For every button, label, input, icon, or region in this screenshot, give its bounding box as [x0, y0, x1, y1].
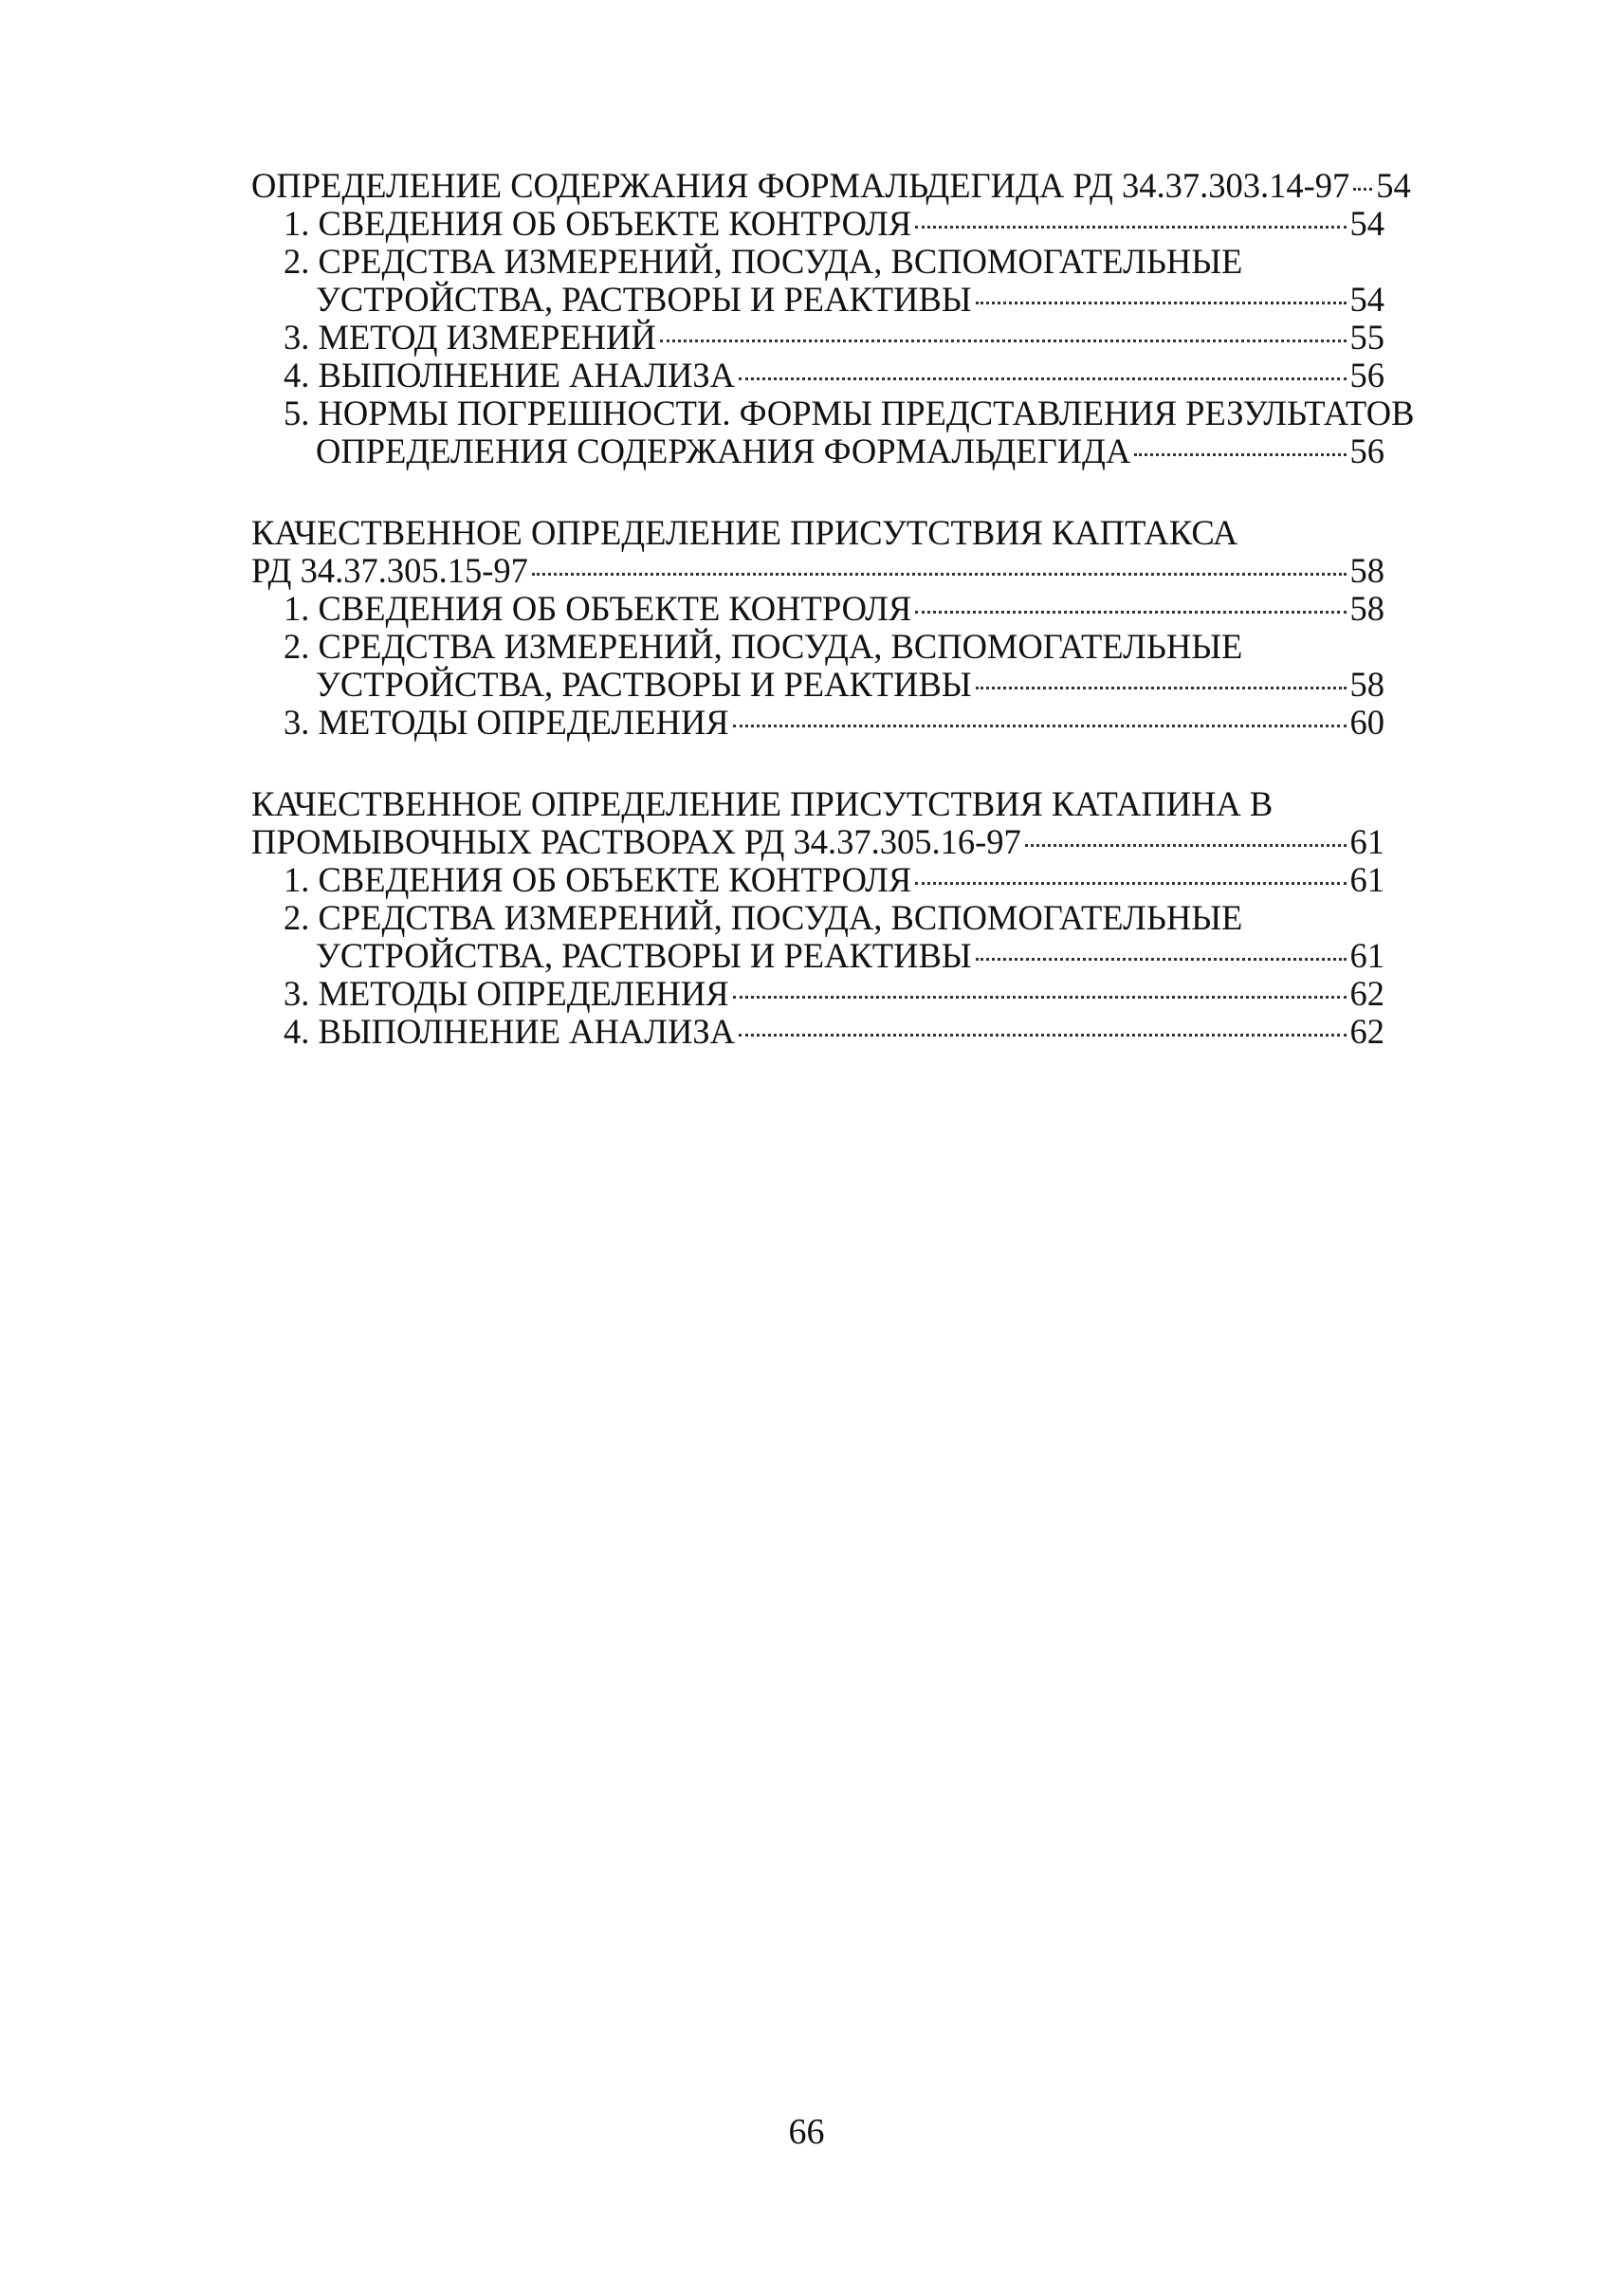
toc-entry-page: 54	[1349, 204, 1384, 243]
toc-section-formaldehyde	[251, 166, 1415, 470]
toc-entry-page: 54	[1376, 166, 1411, 205]
toc-entry-page: 61	[1349, 860, 1384, 899]
toc-entry-title: УСТРОЙСТВА, РАСТВОРЫ И РЕАКТИВЫ	[316, 280, 972, 319]
toc-entry-title: ПРОМЫВОЧНЫХ РАСТВОРАХ РД 34.37.305.16-97	[251, 822, 1021, 861]
toc-heading-continuation	[251, 552, 1384, 590]
toc-entry-title: КАЧЕСТВЕННОЕ ОПРЕДЕЛЕНИЕ ПРИСУТСТВИЯ КАТАПИНА В	[251, 784, 1274, 823]
toc-entry-title: 3. МЕТОДЫ ОПРЕДЕЛЕНИЯ	[284, 974, 729, 1013]
toc-entry-title: РД 34.37.305.15-97	[251, 551, 528, 590]
toc-entry-page: 58	[1349, 665, 1384, 704]
toc-entry-title: 2. СРЕДСТВА ИЗМЕРЕНИЙ, ПОСУДА, ВСПОМОГАТЕЛЬНЫЕ	[284, 898, 1243, 937]
toc-entry-continuation	[251, 666, 1384, 704]
toc-entry	[251, 205, 1384, 243]
toc-heading-continuation	[251, 823, 1384, 861]
toc-entry-page: 61	[1349, 822, 1384, 861]
toc-entry-page: 62	[1349, 974, 1384, 1013]
toc-entry	[251, 319, 1384, 357]
toc-entry-title: КАЧЕСТВЕННОЕ ОПРЕДЕЛЕНИЕ ПРИСУТСТВИЯ КАПТАКСА	[251, 513, 1238, 552]
toc-entry-title: 4. ВЫПОЛНЕНИЕ АНАЛИЗА	[284, 1012, 735, 1051]
toc-entry-page: 54	[1349, 280, 1384, 319]
toc-entry-page: 61	[1349, 936, 1384, 975]
toc-section-catapin	[251, 785, 1384, 1051]
page-number: 66	[788, 2112, 825, 2152]
dot-leader	[915, 226, 1346, 229]
toc-entry	[251, 357, 1384, 395]
toc-entry	[251, 394, 1415, 432]
toc-entry	[251, 861, 1384, 899]
toc-entry	[251, 899, 1384, 937]
toc-entry-title: 1. СВЕДЕНИЯ ОБ ОБЪЕКТЕ КОНТРОЛЯ	[284, 204, 912, 243]
toc-entry-title: 2. СРЕДСТВА ИЗМЕРЕНИЙ, ПОСУДА, ВСПОМОГАТЕЛЬНЫЕ	[284, 627, 1243, 666]
table-of-contents	[251, 166, 1415, 1094]
toc-entry-page: 58	[1349, 589, 1384, 628]
dot-leader	[976, 687, 1347, 689]
toc-section-captax	[251, 514, 1384, 742]
toc-entry	[251, 628, 1384, 666]
toc-entry	[251, 590, 1384, 628]
toc-entry	[251, 704, 1384, 742]
dot-leader	[976, 302, 1347, 304]
toc-entry-title: ОПРЕДЕЛЕНИЯ СОДЕРЖАНИЯ ФОРМАЛЬДЕГИДА	[316, 432, 1131, 470]
dot-leader	[733, 996, 1347, 999]
toc-entry-continuation	[251, 937, 1384, 975]
toc-entry-title: 5. НОРМЫ ПОГРЕШНОСТИ. ФОРМЫ ПРЕДСТАВЛЕНИЯ РЕЗУЛЬТАТОВ	[284, 394, 1415, 432]
toc-entry-page: 55	[1349, 318, 1384, 357]
toc-entry-title: 4. ВЫПОЛНЕНИЕ АНАЛИЗА	[284, 356, 735, 395]
toc-entry-title: УСТРОЙСТВА, РАСТВОРЫ И РЕАКТИВЫ	[316, 665, 972, 704]
toc-entry-page: 56	[1349, 432, 1384, 470]
toc-entry-page: 58	[1349, 551, 1384, 590]
toc-entry	[251, 1013, 1384, 1051]
toc-heading	[251, 785, 1384, 823]
dot-leader	[1134, 453, 1346, 456]
dot-leader	[915, 882, 1346, 885]
toc-entry	[251, 243, 1384, 281]
dot-leader	[739, 377, 1347, 380]
dot-leader	[660, 340, 1347, 342]
toc-entry-page: 56	[1349, 356, 1384, 395]
toc-entry-title: 1. СВЕДЕНИЯ ОБ ОБЪЕКТЕ КОНТРОЛЯ	[284, 860, 912, 899]
toc-entry-continuation	[251, 432, 1384, 470]
toc-heading	[251, 166, 1411, 205]
dot-leader	[1353, 188, 1372, 191]
dot-leader	[739, 1034, 1347, 1037]
toc-heading	[251, 514, 1384, 552]
dot-leader	[1025, 844, 1347, 847]
toc-entry-continuation	[251, 281, 1384, 319]
toc-entry-title: 3. МЕТОДЫ ОПРЕДЕЛЕНИЯ	[284, 703, 729, 742]
toc-entry-page: 60	[1349, 703, 1384, 742]
toc-entry-title: ОПРЕДЕЛЕНИЕ СОДЕРЖАНИЯ ФОРМАЛЬДЕГИДА РД 34.37.303.14-97	[251, 166, 1350, 205]
dot-leader	[915, 611, 1346, 614]
dot-leader	[976, 958, 1347, 961]
toc-entry-page: 62	[1349, 1012, 1384, 1051]
dot-leader	[733, 725, 1347, 727]
toc-entry-title: УСТРОЙСТВА, РАСТВОРЫ И РЕАКТИВЫ	[316, 936, 972, 975]
toc-entry-title: 2. СРЕДСТВА ИЗМЕРЕНИЙ, ПОСУДА, ВСПОМОГАТЕЛЬНЫЕ	[284, 242, 1243, 281]
toc-entry	[251, 975, 1384, 1013]
dot-leader	[532, 573, 1347, 576]
toc-entry-title: 3. МЕТОД ИЗМЕРЕНИЙ	[284, 318, 656, 357]
toc-entry-title: 1. СВЕДЕНИЯ ОБ ОБЪЕКТЕ КОНТРОЛЯ	[284, 589, 912, 628]
